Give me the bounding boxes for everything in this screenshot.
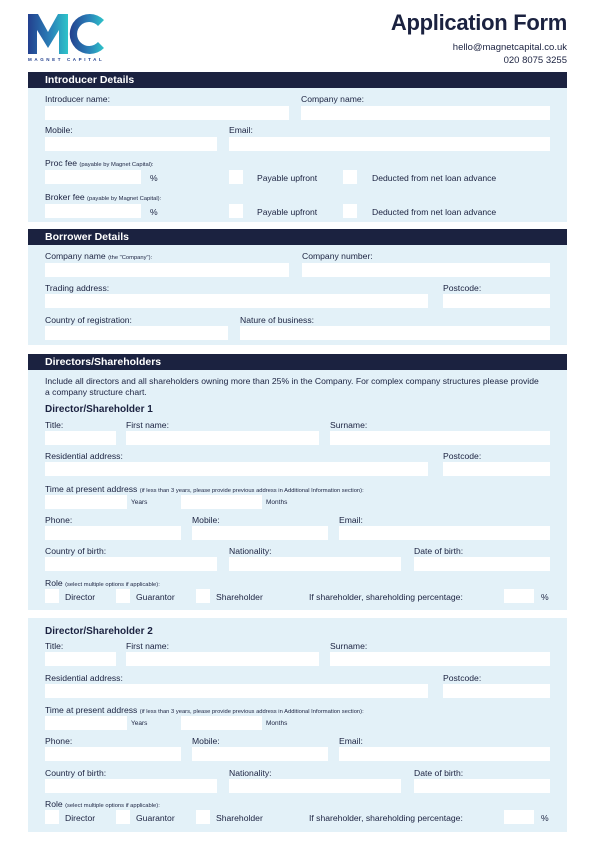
director-1-first-name-field[interactable] [126, 431, 319, 445]
email-label: Email: [339, 515, 363, 525]
surname-label: Surname: [330, 641, 368, 651]
director-1-heading: Director/Shareholder 1 [45, 404, 153, 415]
email-label: Email: [339, 736, 363, 746]
director-2-guarantor-checkbox[interactable] [116, 810, 130, 824]
shareholding-percentage-label: If shareholder, shareholding percentage: [309, 813, 463, 823]
director-1-shareholder-checkbox[interactable] [196, 589, 210, 603]
contact-phone: 020 8075 3255 [503, 55, 567, 66]
months-label: Months [266, 720, 288, 727]
director-1-phone-field[interactable] [45, 526, 181, 540]
director-1-country-birth-field[interactable] [45, 557, 217, 571]
trading-address-label: Trading address: [45, 283, 110, 293]
director-2-director-checkbox[interactable] [45, 810, 59, 824]
proc-fee-field[interactable] [45, 170, 141, 184]
mobile-label: Mobile: [45, 125, 73, 135]
nationality-label: Nationality: [229, 768, 272, 778]
guarantor-option-label: Guarantor [136, 813, 175, 823]
country-registration-label: Country of registration: [45, 315, 132, 325]
broker-fee-field[interactable] [45, 204, 141, 218]
trading-address-field[interactable] [45, 294, 428, 308]
nature-business-label: Nature of business: [240, 315, 315, 325]
director-2-country-birth-field[interactable] [45, 779, 217, 793]
role-label: Role (select multiple options if applicable): [45, 799, 160, 809]
phone-label: Phone: [45, 515, 73, 525]
section-heading: Borrower Details [28, 229, 567, 245]
director-2-address-field[interactable] [45, 684, 428, 698]
director-1-nationality-field[interactable] [229, 557, 401, 571]
director-2-section [28, 618, 567, 832]
company-name-label: Company name: [301, 94, 365, 104]
director-2-years-field[interactable] [45, 716, 127, 730]
time-at-address-label: Time at present address (if less than 3 years, please provide previous address in Additional Information section): [45, 484, 364, 494]
time-at-address-label: Time at present address (if less than 3 years, please provide previous address in Additional Information section): [45, 705, 364, 715]
director-2-phone-field[interactable] [45, 747, 181, 761]
title-label: Title: [45, 420, 64, 430]
director-1-address-field[interactable] [45, 462, 428, 476]
director-2-title-field[interactable] [45, 652, 116, 666]
deducted-label: Deducted from net loan advance [372, 173, 497, 183]
role-label: Role (select multiple options if applicable): [45, 578, 160, 588]
director-1-guarantor-checkbox[interactable] [116, 589, 130, 603]
proc-fee-deducted-checkbox[interactable] [343, 170, 357, 184]
director-2-shareholder-checkbox[interactable] [196, 810, 210, 824]
percent-label: % [541, 813, 549, 823]
shareholder-option-label: Shareholder [216, 813, 263, 823]
directors-intro-text: Include all directors and all shareholders owning more than 25% in the Company. For complex company structures please provide a company structure chart. [45, 376, 539, 397]
director-1-years-field[interactable] [45, 495, 127, 509]
shareholding-percentage-label: If shareholder, shareholding percentage: [309, 592, 463, 602]
mobile-field[interactable] [45, 137, 217, 151]
director-option-label: Director [65, 592, 96, 602]
introducer-name-label: Introducer name: [45, 94, 110, 104]
company-name-field[interactable] [301, 106, 550, 120]
broker-fee-label: Broker fee (payable by Magnet Capital): [45, 192, 162, 202]
country-registration-field[interactable] [45, 326, 228, 340]
email-label: Email: [229, 125, 253, 135]
director-2-mobile-field[interactable] [192, 747, 328, 761]
introducer-section [28, 72, 567, 222]
director-2-surname-field[interactable] [330, 652, 550, 666]
residential-address-label: Residential address: [45, 673, 123, 683]
first-name-label: First name: [126, 641, 169, 651]
director-2-first-name-field[interactable] [126, 652, 319, 666]
director-1-months-field[interactable] [181, 495, 262, 509]
email-field[interactable] [229, 137, 550, 151]
mobile-label: Mobile: [192, 736, 220, 746]
mobile-label: Mobile: [192, 515, 220, 525]
section-heading: Directors/Shareholders [28, 354, 567, 370]
section-heading: Introducer Details [28, 72, 567, 88]
director-1-surname-field[interactable] [330, 431, 550, 445]
director-2-nationality-field[interactable] [229, 779, 401, 793]
director-2-heading: Director/Shareholder 2 [45, 626, 153, 637]
page-title: Application Form [390, 10, 567, 35]
director-2-percentage-field[interactable] [504, 810, 534, 824]
director-2-postcode-field[interactable] [443, 684, 550, 698]
guarantor-option-label: Guarantor [136, 592, 175, 602]
director-1-email-field[interactable] [339, 526, 550, 540]
director-1-director-checkbox[interactable] [45, 589, 59, 603]
title-label: Title: [45, 641, 64, 651]
directors-section [28, 354, 567, 610]
director-2-months-field[interactable] [181, 716, 262, 730]
director-2-email-field[interactable] [339, 747, 550, 761]
payable-upfront-label: Payable upfront [257, 207, 318, 217]
company-number-field[interactable] [302, 263, 550, 277]
director-1-percentage-field[interactable] [504, 589, 534, 603]
postcode-label: Postcode: [443, 283, 482, 293]
broker-fee-upfront-checkbox[interactable] [229, 204, 243, 218]
postcode-label: Postcode: [443, 451, 482, 461]
country-birth-label: Country of birth: [45, 546, 107, 556]
shareholder-option-label: Shareholder [216, 592, 263, 602]
director-1-mobile-field[interactable] [192, 526, 328, 540]
percent-label: % [150, 173, 158, 183]
years-label: Years [131, 499, 148, 506]
nationality-label: Nationality: [229, 546, 272, 556]
months-label: Months [266, 499, 288, 506]
postcode-field[interactable] [443, 294, 550, 308]
country-birth-label: Country of birth: [45, 768, 107, 778]
broker-fee-deducted-checkbox[interactable] [343, 204, 357, 218]
borrower-section [28, 229, 567, 345]
director-2-dob-field[interactable] [414, 779, 550, 793]
nature-business-field[interactable] [240, 326, 550, 340]
deducted-label: Deducted from net loan advance [372, 207, 497, 217]
years-label: Years [131, 720, 148, 727]
proc-fee-label: Proc fee (payable by Magnet Capital): [45, 158, 154, 168]
director-1-postcode-field[interactable] [443, 462, 550, 476]
introducer-name-field[interactable] [45, 106, 289, 120]
first-name-label: First name: [126, 420, 169, 430]
payable-upfront-label: Payable upfront [257, 173, 318, 183]
director-1-title-field[interactable] [45, 431, 116, 445]
percent-label: % [541, 592, 549, 602]
borrower-company-name-field[interactable] [45, 263, 289, 277]
dob-label: Date of birth: [414, 768, 464, 778]
company-number-label: Company number: [302, 251, 373, 261]
phone-label: Phone: [45, 736, 73, 746]
contact-email[interactable]: hello@magnetcapital.co.uk [452, 42, 567, 53]
surname-label: Surname: [330, 420, 368, 430]
proc-fee-upfront-checkbox[interactable] [229, 170, 243, 184]
percent-label: % [150, 207, 158, 217]
director-1-dob-field[interactable] [414, 557, 550, 571]
residential-address-label: Residential address: [45, 451, 123, 461]
dob-label: Date of birth: [414, 546, 464, 556]
director-option-label: Director [65, 813, 96, 823]
postcode-label: Postcode: [443, 673, 482, 683]
logo-subtitle: MAGNET CAPITAL [28, 57, 105, 62]
company-name-label: Company name (the "Company"): [45, 251, 153, 261]
